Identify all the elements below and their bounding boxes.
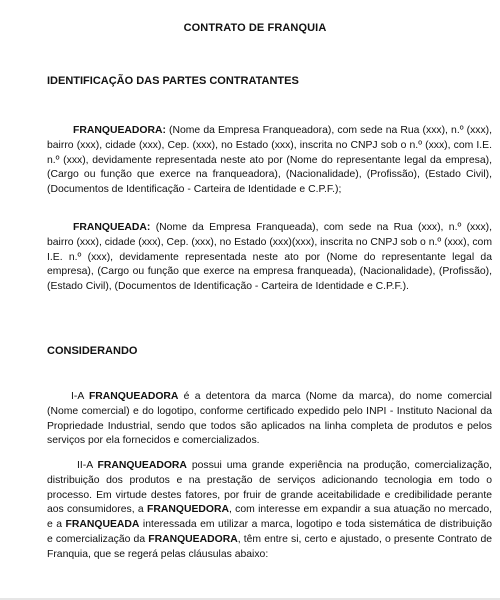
considerando-1-text: é a detentora da marca (Nome da marca), do nome comercial (Nome comercial) e do logotipo, conforme certificado expedido pelo INPI - Instituto Nacional da Propriedade Industrial, sendo que todos são aplicados na linha completa de produtos e pelos serviços por ela fornecidos e comercializados.	[47, 391, 492, 447]
considerando-2-text-4: , têm entre si, certo e ajustado, o presente Contrato de Franquia, que se regerá pelas cláusulas abaixo:	[47, 533, 492, 560]
paragraph-franqueadora	[47, 124, 492, 198]
section-heading-identification: IDENTIFICAÇÃO DAS PARTES CONTRATANTES	[47, 75, 299, 87]
paragraph-considerando-2	[47, 459, 492, 563]
party-label-franqueada: FRANQUEADA:	[73, 222, 151, 233]
considerando-1-prefix: I-A	[71, 391, 89, 402]
considerando-2-prefix: II-A	[77, 460, 98, 471]
considerando-2-entity-4: FRANQUEADORA	[148, 533, 238, 545]
paragraph-considerando-1	[47, 390, 492, 449]
party-text-franqueadora: (Nome da Empresa Franqueadora), com sede na Rua (xxx), n.º (xxx), bairro (xxx), cidade (xxx), Cep. (xxx), no Estado (xxx), inscrita no CNPJ sob o n.º (xxx), com I.E. n.º (xxx), devidamente representada neste ato por (Nome do representante legal da empresa), (Cargo ou função que exerce na franqueadora), (Nacionalidade), (Profissão), (Estado Civil), (Documentos de Identificação - Carteira de Identidade e C.P.F.);	[47, 125, 492, 196]
section-heading-considerando: CONSIDERANDO	[47, 345, 138, 357]
party-label-franqueadora: FRANQUEADORA:	[73, 125, 166, 136]
paragraph-franqueada	[47, 221, 492, 295]
considerando-2-entity-1: FRANQUEADORA	[97, 460, 187, 471]
considerando-2-text-2: , com interesse em expandir a sua atuação no mercado, e a	[47, 504, 492, 531]
considerando-2-text-3: interessada em utilizar a marca, logotipo e toda sistemática de distribuição e comercialização da	[47, 519, 492, 545]
considerando-2-entity-2: FRANQUEDORA	[147, 504, 229, 516]
party-text-franqueada: (Nome da Empresa Franqueada), com sede na Rua (xxx), n.º (xxx), bairro (xxx), cidade (xxx), Cep. (xxx), no Estado (xxx)(xxx), inscrita no CNPJ sob o n.º (xxx), com I.E. n.º (xxx), devidamente representada neste ato por (Nome do representante legal da empresa), (Cargo ou função que exerce na empresa franqueada), (Nacionalidade), (Profissão), (Estado Civil), (Documentos de Identificação - Carteira de Identidade e C.P.F.).	[47, 222, 492, 293]
considerando-2-entity-3: FRANQUEADA	[65, 519, 140, 531]
considerando-1-entity: FRANQUEADORA	[88, 391, 179, 402]
considerando-2-text-1: possui uma grande experiência na produção, comercialização, distribuição dos produtos e na prestação de serviços adicionando tecnologia em todo o processo. Em virtude destes fatores, por fruir de grande aceitabilidade e credibilidade perante aos consumidores, a	[47, 460, 492, 516]
document-title: CONTRATO DE FRANQUIA	[183, 22, 327, 34]
